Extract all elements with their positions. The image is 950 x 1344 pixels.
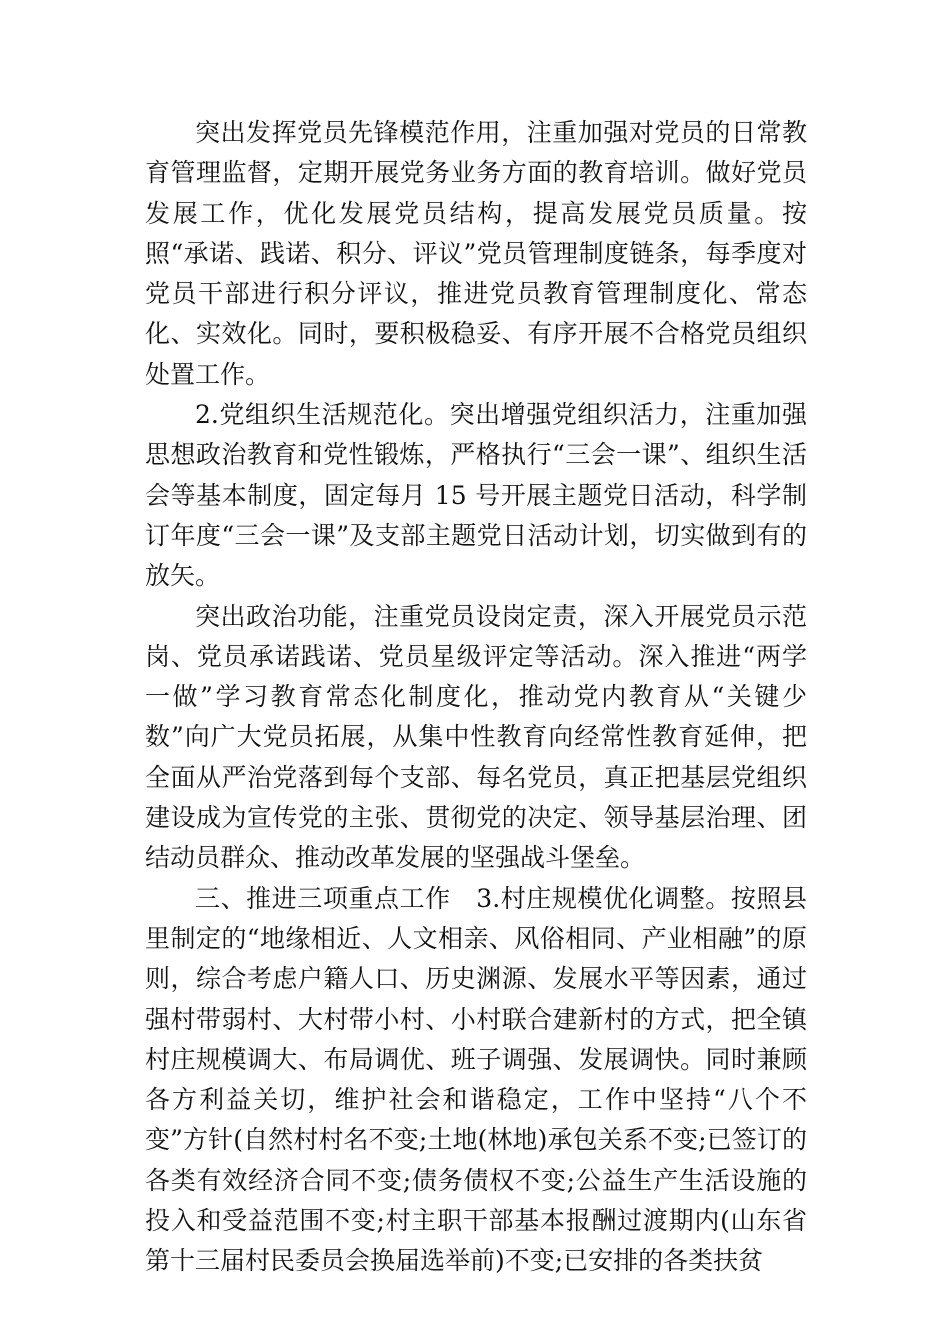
paragraph-party-member-management: 突出发挥党员先锋模范作用，注重加强对党员的日常教育管理监督，定期开展党务业务方面的教育培训。做好党员发展工作，优化发展党员结构，提高发展党员质量。按照“承诺、践诺、积分、评议”党员管理制度链条，每季度对党员干部进行积分评议，推进党员教育管理制度化、常态化、实效化。同时，要积极稳妥、有序开展不合格党员组织处置工作。	[145, 118, 807, 389]
paragraph-village-scale-adjustment: 三、推进三项重点工作 3.村庄规模优化调整。按照县里制定的“地缘相近、人文相亲、风俗相同、产业相融”的原则，综合考虑户籍人口、历史渊源、发展水平等因素，通过强村带弱村、大村带小村、小村联合建新村的方式，把全镇村庄规模调大、布局调优、班子调强、发展调快。同时兼顾各方利益关切，维护社会和谐稳定，工作中坚持“八个不变”方针(自然村村名不变;土地(林地)承包关系不变;已签订的各类有效经济合同不变;债务债权不变;公益生产生活设施的投入和受益范围不变;村主职干部基本报酬过渡期内(山东省第十三届村民委员会换届选举前)不变;已安排的各类扶贫	[145, 883, 807, 1276]
paragraph-political-function: 突出政治功能，注重党员设岗定责，深入开展党员示范岗、党员承诺践诺、党员星级评定等活动。深入推进“两学一做”学习教育常态化制度化，推动党内教育从“关键少数”向广大党员拓展，从集中性教育向经常性教育延伸，把全面从严治党落到每个支部、每名党员，真正把基层党组织建设成为宣传党的主张、贯彻党的决定、领导基层治理、团结动员群众、推动改革发展的坚强战斗堡垒。	[145, 601, 807, 873]
paragraph-organization-life-standardization: 2.党组织生活规范化。突出增强党组织活力，注重加强思想政治教育和党性锻炼，严格执行“三会一课”、组织生活会等基本制度，固定每月 15 号开展主题党日活动，科学制订年度“三会一课”及支部主题党日活动计划，切实做到有的放矢。	[145, 400, 807, 591]
document-page	[145, 113, 807, 1282]
